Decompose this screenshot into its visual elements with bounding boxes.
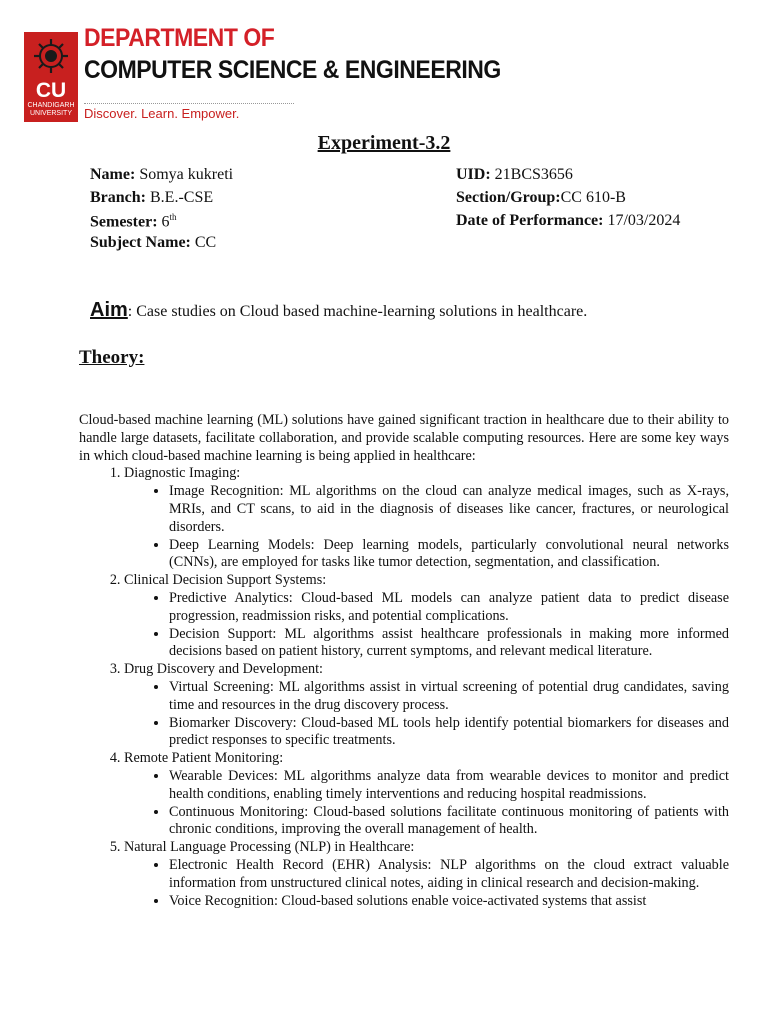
department-title-line1: DEPARTMENT OF bbox=[84, 24, 275, 52]
aim-text: : Case studies on Cloud based machine-learning solutions in healthcare. bbox=[127, 303, 588, 320]
semester-value: 6 bbox=[161, 213, 170, 231]
branch-value: B.E.-CSE bbox=[150, 189, 214, 206]
sub-list bbox=[124, 679, 729, 750]
uid-value: 21BCS3656 bbox=[494, 166, 573, 183]
date-label: Date of Performance: bbox=[456, 212, 604, 229]
sub-list-item: • Image Recognition: ML algorithms on the cloud can analyze medical images, such as X-rays, MRIs, and CT scans, to aid in the diagnosis of diseases like cancer, fractures, or neurological disorders. bbox=[169, 483, 729, 536]
list-item-title: Remote Patient Monitoring: bbox=[124, 750, 284, 767]
student-section bbox=[456, 189, 626, 207]
semester-label: Semester: bbox=[90, 213, 158, 231]
uid-label: UID: bbox=[456, 166, 491, 183]
theory-content bbox=[79, 412, 729, 910]
emblem-icon bbox=[31, 35, 71, 77]
list-item bbox=[124, 839, 729, 910]
sub-list-item: • Predictive Analytics: Cloud-based ML models can analyze patient data to predict disease progression, readmission risks, and potential complications. bbox=[169, 590, 729, 626]
name-label: Name: bbox=[90, 166, 136, 183]
sub-list bbox=[124, 768, 729, 839]
subject-name bbox=[90, 234, 216, 252]
sub-list-item: • Continuous Monitoring: Cloud-based solutions facilitate continuous monitoring of patients with chronic conditions, improving the overall management of health. bbox=[169, 804, 729, 840]
university-tagline: Discover. Learn. Empower. bbox=[84, 106, 240, 121]
date-value: 17/03/2024 bbox=[607, 212, 681, 229]
sub-list-item: • Wearable Devices: ML algorithms analyze data from wearable devices to monitor and predict health conditions, enabling timely interventions and reducing hospital readmissions. bbox=[169, 768, 729, 804]
theory-intro: Cloud-based machine learning (ML) solutions have gained significant traction in healthcare due to their ability to handle large datasets, facilitate collaboration, and provide scalable computing resources. Here are some key ways in which cloud-based machine learning is being applied in healthcare: bbox=[79, 412, 729, 464]
logo-subtext: CHANDIGARH UNIVERSITY bbox=[27, 102, 75, 117]
name-value: Somya kukreti bbox=[139, 166, 234, 183]
list-item-title: Natural Language Processing (NLP) in Healthcare: bbox=[124, 839, 415, 856]
sub-list bbox=[124, 857, 729, 910]
sub-list-item: • Deep Learning Models: Deep learning models, particularly convolutional neural networks (CNNs), are employed for tasks like tumor detection, segmentation, and classification. bbox=[169, 537, 729, 573]
sub-list bbox=[124, 590, 729, 661]
header-divider bbox=[84, 103, 294, 104]
semester-suffix: th bbox=[169, 212, 177, 222]
university-logo bbox=[24, 32, 78, 122]
student-uid bbox=[456, 166, 573, 184]
aim-label: Aim bbox=[90, 299, 128, 321]
subject-value: CC bbox=[194, 234, 217, 251]
document-header bbox=[24, 24, 501, 126]
list-item-title: Clinical Decision Support Systems: bbox=[124, 572, 327, 589]
subject-label: Subject Name: bbox=[90, 234, 191, 251]
student-branch bbox=[90, 189, 213, 207]
sub-list-item: • Voice Recognition: Cloud-based solutions enable voice-activated systems that assist bbox=[169, 893, 729, 911]
section-label: Section/Group: bbox=[456, 189, 561, 206]
theory-heading: Theory: bbox=[79, 347, 145, 368]
student-semester bbox=[90, 212, 177, 231]
student-name bbox=[90, 166, 233, 184]
logo-text: CU bbox=[35, 79, 67, 102]
experiment-title: Experiment-3.2 bbox=[317, 132, 451, 154]
performance-date bbox=[456, 212, 680, 230]
section-value: CC 610-B bbox=[560, 189, 626, 206]
sub-list-item: • Biomarker Discovery: Cloud-based ML tools help identify potential biomarkers for diseases and predict responses to specific treatments. bbox=[169, 715, 729, 751]
list-item bbox=[124, 750, 729, 839]
list-item-title: Diagnostic Imaging: bbox=[124, 465, 241, 482]
applications-list bbox=[79, 465, 729, 910]
branch-label: Branch: bbox=[90, 189, 146, 206]
sub-list-item: • Virtual Screening: ML algorithms assist in virtual screening of potential drug candidates, saving time and resources in the drug discovery process. bbox=[169, 679, 729, 715]
sub-list-item: • Electronic Health Record (EHR) Analysis: NLP algorithms on the cloud extract valuable information from unstructured clinical notes, aiding in clinical research and decision-making. bbox=[169, 857, 729, 893]
list-item bbox=[124, 661, 729, 750]
list-item bbox=[124, 465, 729, 572]
sub-list bbox=[124, 483, 729, 572]
aim-section bbox=[90, 299, 587, 322]
list-item-title: Drug Discovery and Development: bbox=[124, 661, 323, 678]
department-title-line2: COMPUTER SCIENCE & ENGINEERING bbox=[84, 56, 501, 84]
list-item bbox=[124, 572, 729, 661]
sub-list-item: • Decision Support: ML algorithms assist healthcare professionals in making more informed decisions based on patient history, current symptoms, and relevant medical literature. bbox=[169, 626, 729, 662]
